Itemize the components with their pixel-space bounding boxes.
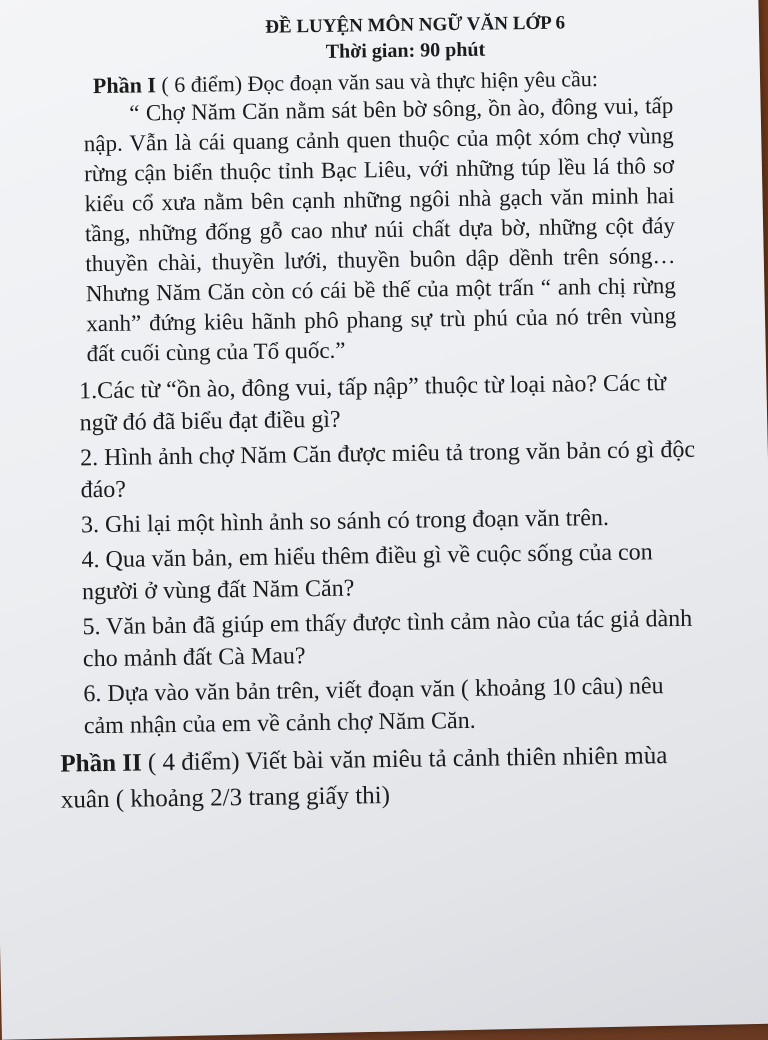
question-item: 4. Qua văn bản, em hiểu thêm điều gì về cuộc sống của con người ở vùng đất Năm Căn? — [81, 539, 653, 606]
part2-heading — [60, 737, 721, 818]
exam-title: ĐỀ LUYỆN MÔN NGỮ VĂN LỚP 6 — [265, 12, 566, 38]
question-item: 3. Ghi lại một hình ảnh so sánh có trong đoạn văn trên. — [80, 504, 610, 539]
question-item: 1.Các từ “ồn ào, đông vui, tấp nập” thuộc từ loại nào? Các từ ngữ đó đã biểu đạt điều gì? — [79, 370, 667, 437]
exam-time: Thời gian: 90 phút — [325, 38, 486, 63]
question-item: 5. Văn bản đã giúp em thấy được tình cảm nào của tác giả dành cho mảnh đất Cà Mau? — [82, 605, 693, 673]
question-item: 2. Hình ảnh chợ Năm Căn được miêu tả trong văn bản có gì độc đáo? — [79, 436, 696, 504]
part1-instruction: ( 6 điểm) Đọc đoạn văn sau và thực hiện yêu cầu: — [155, 66, 599, 98]
part2-instruction: ( 4 điểm) Viết bài văn miêu tả cảnh thiên nhiên mùa xuân ( khoảng 2/3 trang giấy thi) — [60, 742, 668, 814]
part2-label: Phần II — [60, 749, 142, 778]
part1-label: Phần I — [92, 72, 157, 99]
question-list — [79, 367, 704, 743]
question-item: 6. Dựa vào văn bản trên, viết đoạn văn ( khoảng 10 câu) nêu cảm nhận của em về cảnh chợ Năm Căn. — [83, 673, 664, 740]
exam-page — [60, 9, 721, 817]
reading-passage: “ Chợ Năm Căn nằm sát bên bờ sông, ồn ào, đông vui, tấp nập. Vẫn là cái quang cảnh quen thuộc của một xóm chợ vùng rừng cận biển thuộc tỉnh Bạc Liêu, với những túp lều lá thô sơ kiểu cổ xưa nằm bên cạnh những ngôi nhà gạch văn minh hai tầng, những đống gỗ cao như núi chất dựa bờ, những cột đáy thuyền chài, thuyền lưới, thuyền buôn dập dềnh trên sóng…Nhưng Năm Căn còn có cái bề thế của một trấn “ anh chị rừng xanh” đứng kiêu hãnh phô phang sự trù phú của nó trên vùng đất cuối cùng của Tổ quốc.” — [83, 93, 677, 367]
